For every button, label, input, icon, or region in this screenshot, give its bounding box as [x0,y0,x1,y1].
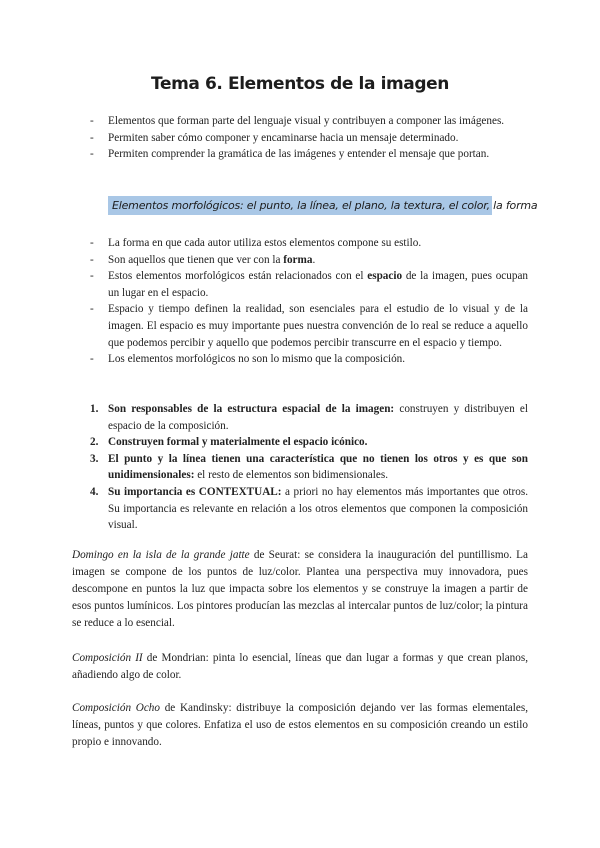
dash-bullet: - [90,115,94,127]
list-item: - Espacio y tiempo definen la realidad, son esenciales para el estudio de lo visual y de la imagen. El espacio es muy importante pues nuestra convención de lo real se reduce a aquello que podemos percibir y aquello que podemos percibir transcurre en el espacio y tiempo. [90,303,528,349]
numbered-list [90,401,528,534]
dash-bullet: - [90,148,94,161]
list-item: - Estos elementos morfológicos están relacionados con el espacio de la imagen, pues ocupan un lugar en el espacio. [90,270,528,299]
list-item: - Elementos que forman parte del lenguaje visual y contribuyen a componer las imágenes. [90,113,528,130]
list-item: - Permiten comprender la gramática de las imágenes y entender el mensaje que portan. [90,146,528,163]
dash-bullet: - [90,270,94,283]
morphological-bullet-list [90,235,528,368]
paragraph-seurat: Domingo en la isla de la grande jatte de Seurat: se considera la inauguración del puntillismo. La imagen se compone de los puntos de luz/color. Plantea una perspectiva muy innovadora, pues descompone en puntos la luz que impacta sobre los elementos y se construye la imagen a partir de esos puntos lumínicos. Los pintores producían las mezclas al intercalar puntos de luz/color; la pintura se reduce a lo esencial. [72,549,528,629]
numbered-item: 1. Son responsables de la estructura espacial de la imagen: construyen y distribuyen el espacio de la composición. [90,403,529,432]
numbered-item: 2. Construyen formal y materialmente el espacio icónico. [90,436,368,449]
dash-bullet: - [90,237,94,249]
numbered-item: 3. El punto y la línea tienen una característica que no tienen los otros y es que son unidimensionales: el resto de elementos son bidimensionales. [90,452,528,482]
highlighted-heading [108,196,538,215]
dash-bullet: - [90,303,94,316]
list-item: - Permiten saber cómo componer y encaminarse hacia un mensaje determinado. [90,130,528,147]
list-item: - Los elementos morfológicos no son lo mismo que la composición. [90,351,528,368]
list-item: - Son aquellos que tienen que ver con la forma. [90,252,528,269]
highlighted-heading-text: Elementos morfológicos: el punto, la línea, el plano, la textura, el color, la forma [112,199,538,212]
list-item: - La forma en que cada autor utiliza estos elementos compone su estilo. [90,235,528,252]
numbered-item: 4. Su importancia es CONTEXTUAL: a priori no hay elementos más importantes que otros. Su importancia es relevante en relación a los otros elementos que componen la composición visual. [90,485,528,532]
dash-bullet: - [90,353,94,366]
dash-bullet: - [90,131,94,144]
paragraph-mondrian: Composición II de Mondrian: pinta lo esencial, líneas que dan lugar a formas y que crean planos, añadiendo algo de color. [72,652,528,681]
paragraph-kandinsky: Composición Ocho de Kandinsky: distribuye la composición dejando ver las formas elementales, líneas, puntos y que colores. Enfatiza el uso de estos elementos en su composición creando un estilo propio e innovando. [72,702,528,748]
page-title: Tema 6. Elementos de la imagen [151,74,449,94]
intro-bullet-list [90,113,528,163]
dash-bullet: - [90,253,94,266]
